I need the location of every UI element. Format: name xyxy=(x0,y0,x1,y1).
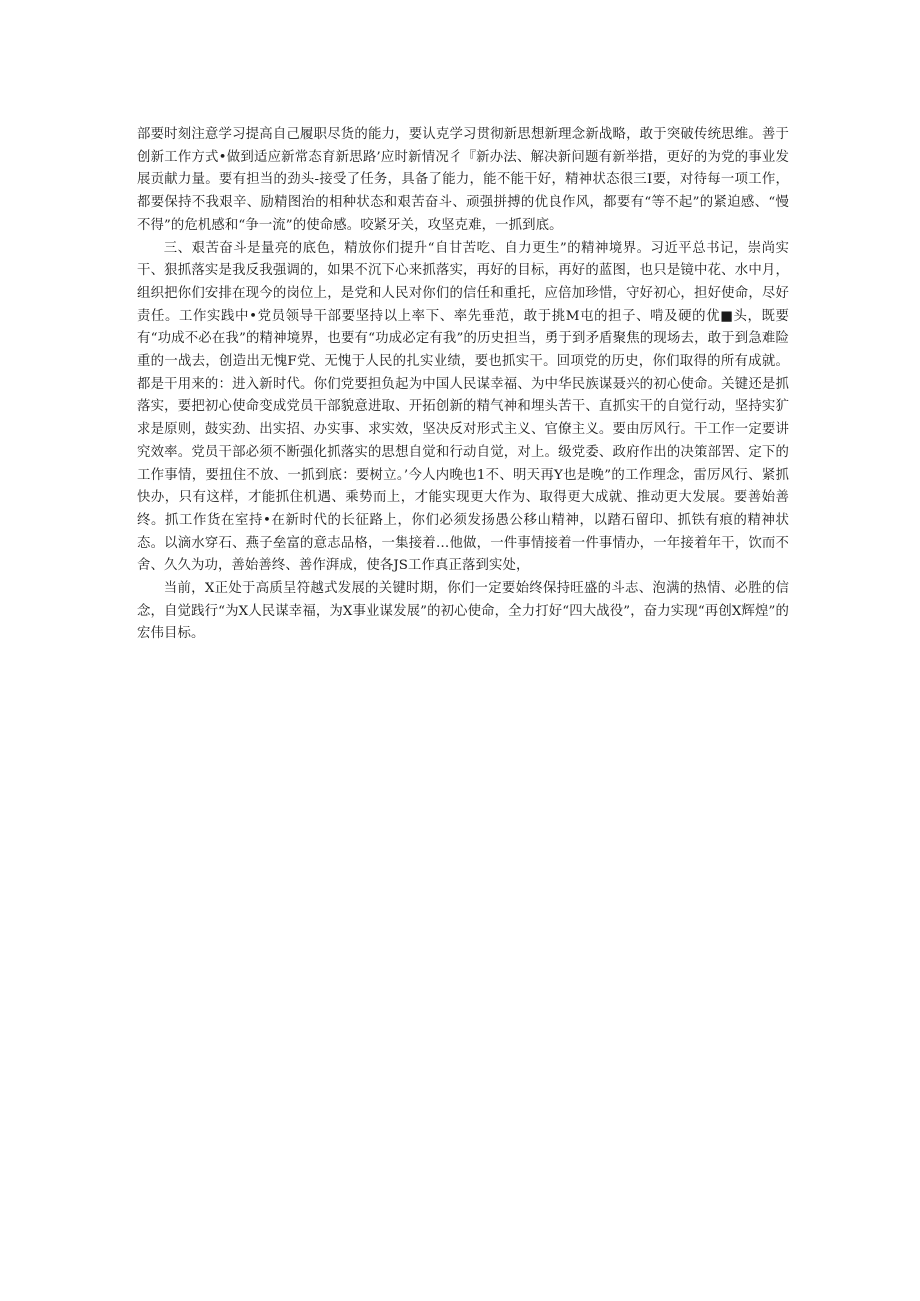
document-body xyxy=(137,124,789,646)
paragraph-continuation: 部要时刻注意学习提高自己履职尽货的能力，要认克学习贯彻新思想新理念新战略，敢于突破传统思维。善于创新工作方式•做到适应新常态育新思路’应时新情况彳『新办法、解决新问题有新举措，更好的为党的事业发展贡献力量。要有担当的劲头-接受了任务，具备了能力，能不能干好，精神状态很三I要，对待每一项工作，都要保持不我艰辛、励精图治的相种状态和艰苦奋斗、顽强拼搏的优良作风，都要有“等不起”的紧迫感、“慢不得”的危机感和“争一流”的使命感。咬紧牙关，攻坚克难，一抓到底。 xyxy=(137,127,789,233)
paragraph-conclusion: 当前，X正处于高质呈符越式发展的关键时期，你们一定要始终保持旺盛的斗志、泡满的热情、必胜的信念，自觉践行“为X人民谋幸福，为X事业谋发展”的初心使命，全力打好“四大战役”，奋力实现“再创X辉煌”的宏伟目标。 xyxy=(137,581,789,642)
paragraph-section-three: 三、艰苦奋斗是量亮的底色，精放你们提升“自甘苦吃、自力更生”的精神境界。习近平总书记，崇尚实干、狠抓落实是我反我强调的，如果不沉下心来抓落实，再好的目标，再好的蓝图，也只是镜中花、水中月，组织把你们安排在现今的岗位上，是党和人民对你们的信任和重托，应倍加珍惜，守好初心，担好使命，尽好责任。工作实践中•党员领导干部要坚持以上率下、率先垂范，敢于挑M屯的担子、啃及硬的优■头，既要有“功成不必在我”的精神境界，也要有“功成必定有我”的历史担当，勇于到矛盾聚焦的现场去，敢于到急难险重的一战去，创造出无愧F党、无愧于人民的扎实业绩，要也抓实干。回项党的历史，你们取得的所有成就。都是干用来的：进入新时代。你们党要担负起为中国人民谋幸福、为中华民族谋聂兴的初心使命。关键还是抓落实，要把初心使命变成党员干部貌意进取、开拓创新的精气神和埋头苦干、直抓实干的自觉行动，坚持实犷求是原则，鼓实劲、出实招、办实事、求实效，坚决反对形式主义、官僚主义。要由厉风行。干工作一定要讲究效率。党员干部必须不断强化抓落实的思想自觉和行动自觉，对上。级党委、政府作出的决策部罟、定下的工作事情，要扭住不放、一抓到底：要树立。’今人内晚也1不、明天再Y也是晚”的工作理念，雷厉风行、紧抓快办，只有这样，才能抓住机遇、乘势而上，才能实现更大作为、取得更大成就、推动更大发展。要善始善终。抓工作货在室持•在新时代的长征路上，你们必须发扬愚公移山精神，以踏石留印、抓铁有痕的精神状态。以滴水穿石、燕子垒富的意志品格，一集接着…他做，一件事情接着一件事情办，一年接着年干，饮而不舍、久久为功，善始善终、善作湃成，使各JS工作真正落到实处， xyxy=(137,240,789,574)
